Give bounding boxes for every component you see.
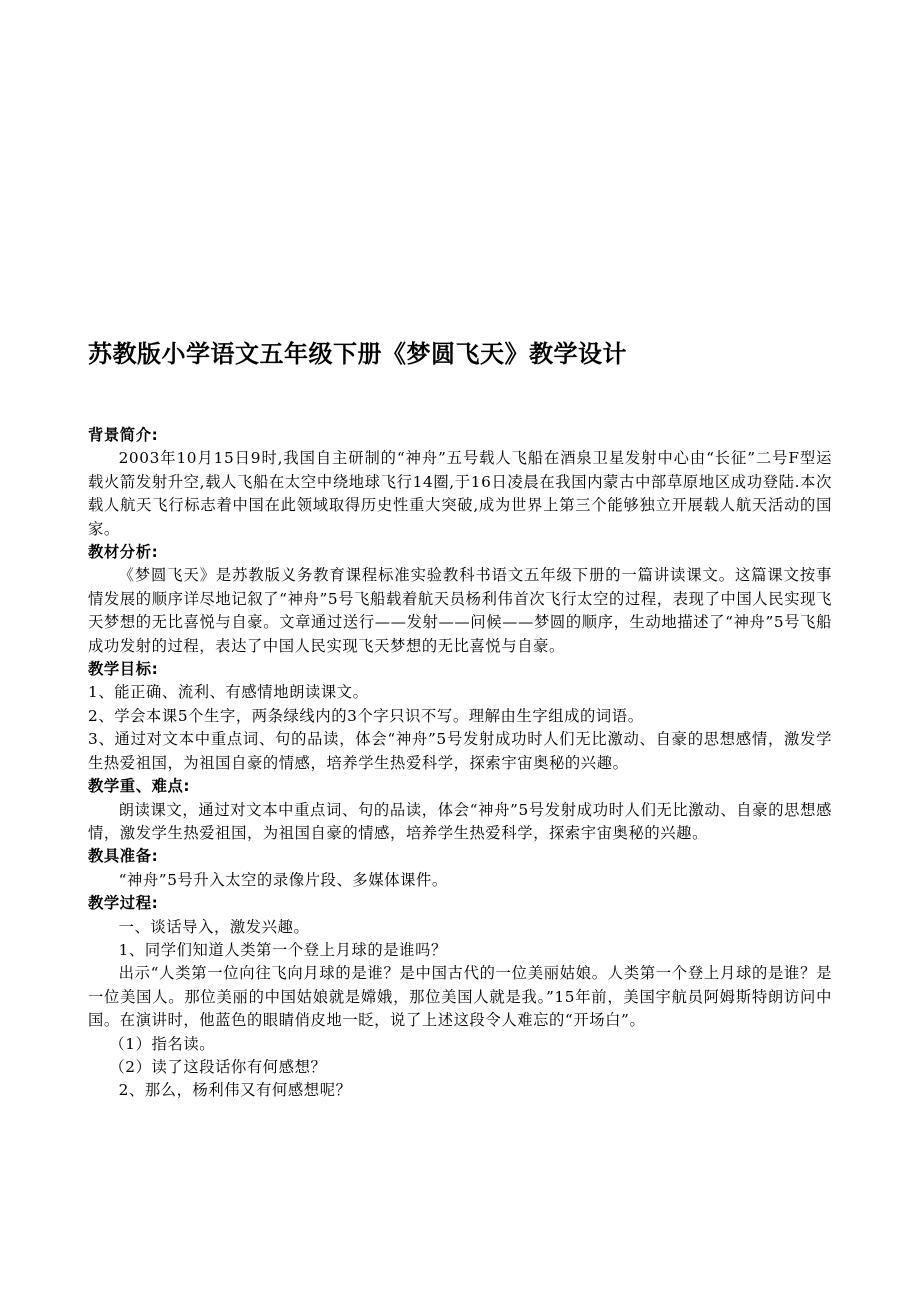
- section-heading-background: 背景简介:: [88, 426, 159, 444]
- process-step-1: 一、谈话导入，激发兴趣。: [118, 917, 310, 936]
- section-heading-goals: 教学目标:: [88, 660, 159, 679]
- key-points-paragraph: 朗读课文，通过对文本中重点词、句的品读，体会“神舟”5号发射成功时人们无比激动、自豪的思想感情，激发学生热爱祖国，为祖国自豪的情感，培养学生热爱科学，探索宇宙奥秘的兴趣。: [88, 800, 832, 842]
- process-sub-item-2: （2）读了这段话你有何感想？: [109, 1057, 327, 1076]
- document-title: 苏教版小学语文五年级下册《梦圆飞天》教学设计: [88, 340, 627, 368]
- goal-item-2: 2、学会本课5个生字，两条绿线内的3个字只识不写。理解由生字组成的词语。: [88, 706, 644, 725]
- process-show-paragraph: 出示“人类第一位向往飞向月球的是谁？是中国古代的一位美丽姑娘。人类第一个登上月球的是谁？是一位美国人。那位美丽的中国姑娘就是嫦娥，那位美国人就是我。”15年前，美国宇航员阿姆斯特朗访问中国。在演讲时，他蓝色的眼睛俏皮地一眨，说了上述这段令人难忘的“开场白”。: [88, 964, 832, 1030]
- goal-item-3: 3、通过对文本中重点词、句的品读，体会“神舟”5号发射成功时人们无比激动、自豪的思想感情，激发学生热爱祖国，为祖国自豪的情感，培养学生热爱科学，探索宇宙奥秘的兴趣。: [88, 730, 832, 772]
- section-heading-materials: 教具准备:: [88, 847, 159, 866]
- background-paragraph: 2003年10月15日9时,我国自主研制的“神舟”五号载人飞船在酒泉卫星发射中心由“长征”二号F型运载火箭发射升空,载人飞船在太空中绕地球飞行14圈,于16日凌晨在我国内蒙古中部草原地区成功登陆.本次载人航天飞行标志着中国在此领域取得历史性重大突破,成为世界上第三个能够独立开展载人航天活动的国家。: [88, 449, 832, 538]
- process-question-2: 2、那么，杨利伟又有何感想呢？: [118, 1081, 352, 1100]
- section-heading-analysis: 教材分析:: [88, 543, 159, 562]
- document-body: [88, 424, 832, 1103]
- goal-item-1: 1、能正确、流利、有感情地朗读课文。: [88, 683, 369, 702]
- analysis-paragraph: 《梦圆飞天》是苏教版义务教育课程标准实验教科书语文五年级下册的一篇讲读课文。这篇课文按事情发展的顺序详尽地记叙了“神舟”5号飞船载着航天员杨利伟首次飞行太空的过程，表现了中国人民实现飞天梦想的无比喜悦与自豪。文章通过送行——发射——问候——梦圆的顺序，生动地描述了“神舟”5号飞船成功发射的过程，表达了中国人民实现飞天梦想的无比喜悦与自豪。: [88, 566, 832, 655]
- process-question-1: 1、同学们知道人类第一个登上月球的是谁吗？: [118, 940, 447, 959]
- section-heading-process: 教学过程:: [88, 894, 159, 913]
- process-sub-item-1: （1）指名读。: [109, 1034, 216, 1053]
- materials-paragraph: “神舟”5号升入太空的录像片段、多媒体课件。: [118, 870, 448, 889]
- section-heading-key-points: 教学重、难点:: [88, 777, 191, 796]
